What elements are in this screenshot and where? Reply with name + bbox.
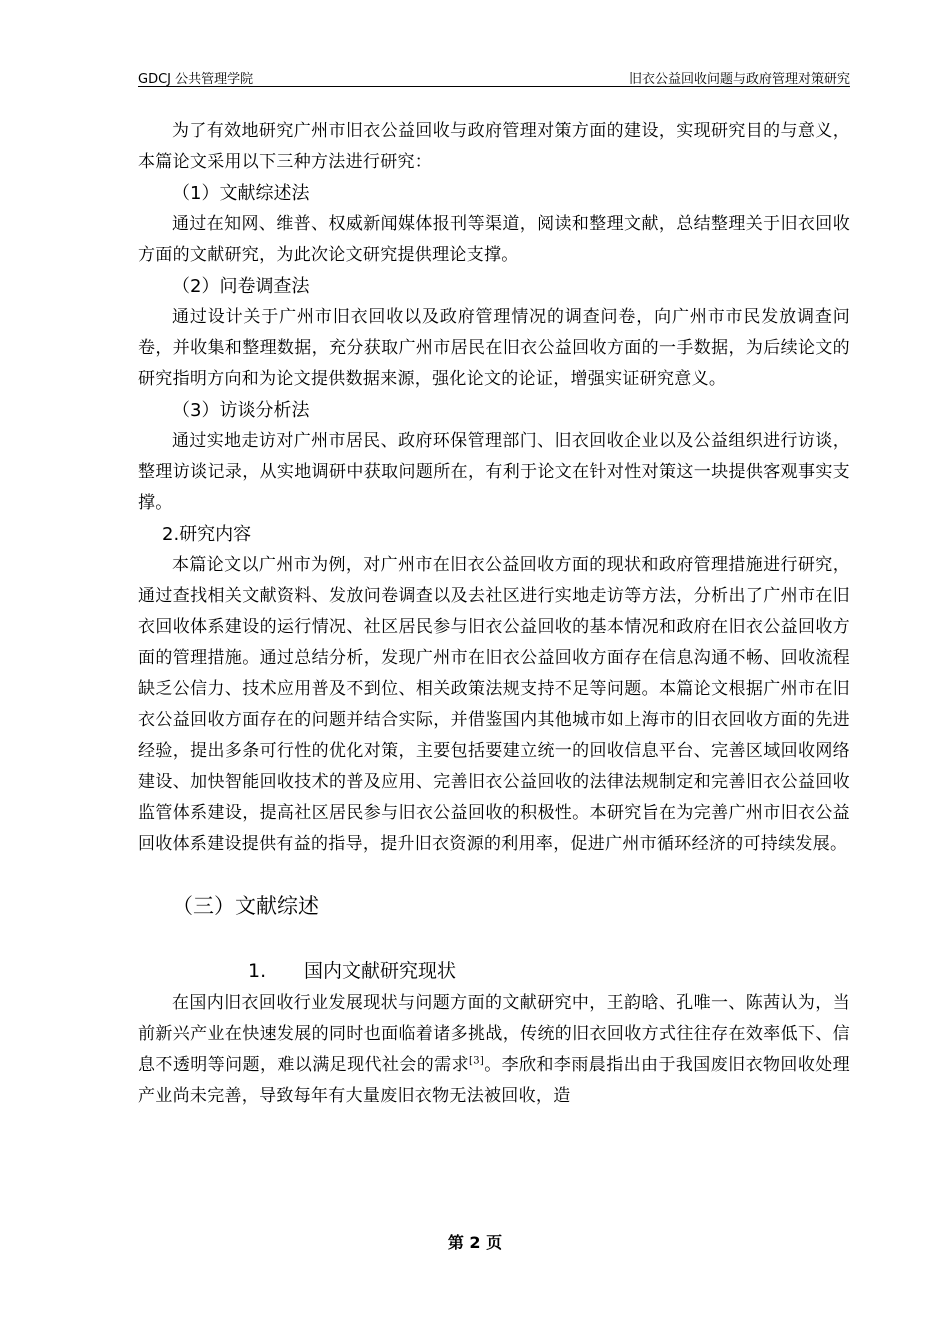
- header-thesis-title: 旧衣公益回收问题与政府管理对策研究: [628, 72, 850, 87]
- method-2-text: 通过设计关于广州市旧衣回收以及政府管理情况的调查问卷，向广州市市民发放调查问卷，并收集和整理数据，充分获取广州市居民在旧衣公益回收方面的一手数据，为后续论文的研究指明方向和为论文提供数据来源，强化论文的论证，增强实证研究意义。: [138, 307, 850, 389]
- domestic-literature-heading: [138, 954, 850, 988]
- domestic-literature-text: [138, 988, 850, 1112]
- page-number: 第 2 页: [447, 1233, 503, 1252]
- method-3-text: 通过实地走访对广州市居民、政府环保管理部门、旧衣回收企业以及公益组织进行访谈，整理访谈记录，从实地调研中获取问题所在，有利于论文在针对性对策这一块提供客观事实支撑。: [138, 431, 850, 513]
- page-header: [138, 68, 850, 87]
- header-school: GDCJ 公共管理学院: [138, 72, 254, 87]
- research-content-title: 2.研究内容: [162, 524, 252, 545]
- citation-mark: [3]: [469, 1055, 485, 1067]
- method-3-title: （3）访谈分析法: [172, 400, 310, 421]
- literature-text-part-b: 。李欣和李雨晨指出由于我国废旧衣物回收处理产业尚未完善，导致每年有大量废旧衣物无法被回收，造: [138, 1055, 850, 1106]
- method-1-text: 通过在知网、维普、权威新闻媒体报刊等渠道，阅读和整理文献，总结整理关于旧衣回收方面的文献研究，为此次论文研究提供理论支撑。: [138, 214, 850, 265]
- method-2-title: （2）问卷调查法: [172, 276, 310, 297]
- page-body: [138, 116, 850, 1112]
- literature-text-part-a: 在国内旧衣回收行业发展现状与问题方面的文献研究中，王韵晗、孔唯一、陈茜认为，当前新兴产业在快速发展的同时也面临着诸多挑战，传统的旧衣回收方式往往存在效率低下、信息不透明等问题，难以满足现代社会的需求: [138, 993, 850, 1075]
- intro-paragraph: 为了有效地研究广州市旧衣公益回收与政府管理对策方面的建设，实现研究目的与意义，本篇论文采用以下三种方法进行研究：: [138, 121, 850, 172]
- literature-review-heading: （三）文献综述: [172, 894, 319, 918]
- method-1-title: （1）文献综述法: [172, 183, 310, 204]
- research-content-text: 本篇论文以广州市为例，对广州市在旧衣公益回收方面的现状和政府管理措施进行研究，通过查找相关文献资料、发放问卷调查以及去社区进行实地走访等方法，分析出了广州市在旧衣回收体系建设的运行情况、社区居民参与旧衣公益回收的基本情况和政府在旧衣公益回收方面的管理措施。通过总结分析，发现广州市在旧衣公益回收方面存在信息沟通不畅、回收流程缺乏公信力、技术应用普及不到位、相关政策法规支持不足等问题。本篇论文根据广州市在旧衣公益回收方面存在的问题并结合实际，并借鉴国内其他城市如上海市的旧衣回收方面的先进经验，提出多条可行性的优化对策，主要包括要建立统一的回收信息平台、完善区域回收网络建设、加快智能回收技术的普及应用、完善旧衣公益回收的法律法规制定和完善旧衣公益回收监管体系建设，提高社区居民参与旧衣公益回收的积极性。本研究旨在为完善广州市旧衣公益回收体系建设提供有益的指导，提升旧衣资源的利用率，促进广州市循环经济的可持续发展。: [138, 555, 850, 854]
- heading-text: 国内文献研究现状: [304, 960, 457, 982]
- heading-number: 1.: [248, 960, 267, 982]
